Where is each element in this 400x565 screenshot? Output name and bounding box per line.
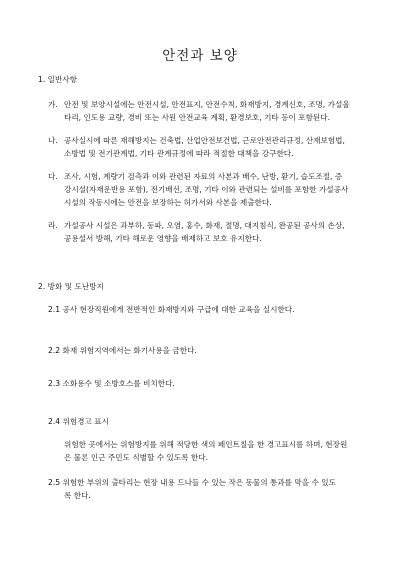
item-2-5-line-2: 록 한다. bbox=[64, 491, 91, 500]
item-ga-marker: 가. bbox=[48, 100, 58, 109]
item-da-line-1: 조사, 시험, 계량기 검측과 이와 관련된 자료의 사본과 배수, 난방, 환기, 습도조절, 증 bbox=[64, 172, 343, 181]
item-2-4-line-1: 위험한 곳에서는 위험방지를 위해 적당한 색의 페인트칠을 한 경고표시를 하며, 현장원 bbox=[64, 440, 348, 449]
page-title: 안전과 보양 bbox=[162, 48, 238, 64]
item-2-2: 2.2 화재 위험지역에서는 화기사용을 금한다. bbox=[48, 346, 197, 355]
section-1-heading: 1. 일반사항 bbox=[38, 75, 78, 84]
item-da-line-2: 강시설(자재운반용 포함), 전기배선, 조명, 기타 이와 관련되는 설비를 포함한 가설공사 bbox=[64, 185, 349, 194]
item-ra-line-2: 공용설서 방해, 기타 해로운 영향을 배제하고 보호 유지한다. bbox=[64, 234, 262, 243]
item-2-4-line-2: 은 물론 인근 주민도 식별할 수 있도록 한다. bbox=[64, 453, 209, 462]
item-2-4-heading: 2.4 위험경고 표시 bbox=[48, 417, 109, 426]
item-ra-marker: 라. bbox=[48, 221, 58, 230]
item-da-marker: 다. bbox=[48, 172, 58, 181]
item-ra-line-1: 가설공사 시설은 과부하, 동파, 오염, 홍수, 화재, 절명, 대지침식, 완공된 공사의 손상, bbox=[64, 221, 345, 230]
item-na-line-2: 소방법 및 전기관계법, 기타 관계규정에 따라 적절한 대책을 강구한다. bbox=[64, 149, 294, 158]
item-2-1: 2.1 공사 현장직원에게 전반적인 화재방지와 구급에 대한 교육을 실시한다. bbox=[48, 305, 295, 314]
item-ga-line-2: 타리, 인도용 교량, 경비 또는 사원 안전교육 계획, 환경보호, 기타 등이 포함된다. bbox=[64, 113, 331, 122]
item-na-line-1: 공사실시에 따른 재해방지는 건축법, 산업안전보건법, 근로안전관리규정, 산재보험법, bbox=[64, 136, 345, 145]
item-2-5-line-1: 2.5 위험한 부위의 출타리는 현장 내용 드나들 수 있는 작은 동물의 통과를 막을 수 있도 bbox=[48, 478, 336, 487]
item-da-line-3: 시설의 작동시에는 안전을 보장하는 허가서와 사본을 제출한다. bbox=[64, 198, 272, 207]
section-2-heading: 2. 방화 및 도난방지 bbox=[38, 282, 104, 291]
item-2-3: 2.3 소화용수 및 소방호스를 비치한다. bbox=[48, 379, 175, 388]
item-ga-line-1: 안전 및 보양시설에는 안전시설, 안전표지, 안전수칙, 화재방지, 경계신호, 조명, 가설울 bbox=[64, 100, 350, 109]
item-na-marker: 나. bbox=[48, 136, 58, 145]
